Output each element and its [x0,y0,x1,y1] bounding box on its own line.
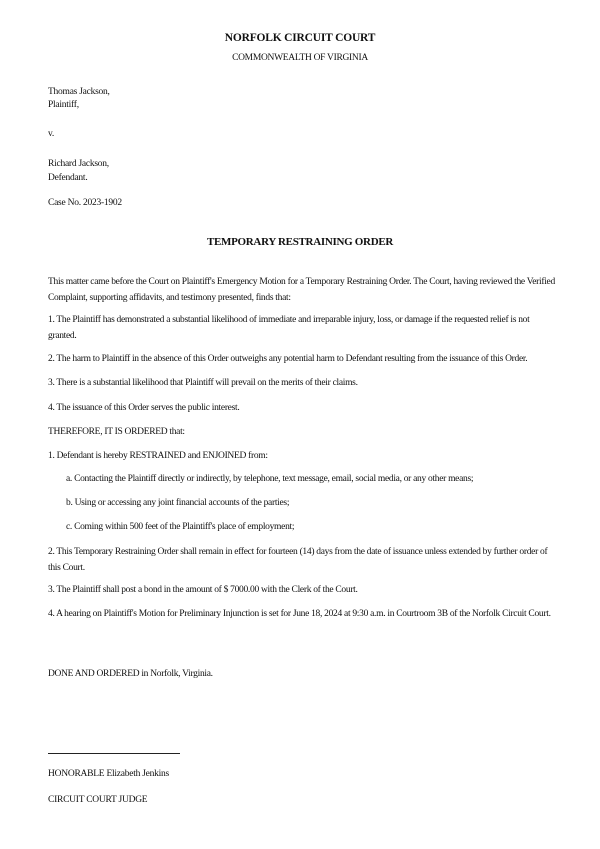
finding-1: 1. The Plaintiff has demonstrated a substantial likelihood of immediate and irreparable injury, loss, or damage if the requested relief is not granted. [48,315,530,341]
ordered-1: 1. Defendant is hereby RESTRAINED and ENJOINED from: [48,451,268,461]
signature-line [48,753,180,754]
defendant-role: Defendant. [48,173,88,183]
judge-title: CIRCUIT COURT JUDGE [48,795,148,805]
ordered-3: 3. The Plaintiff shall post a bond in the amount of $ 7000.00 with the Clerk of the Court. [48,585,358,595]
jurisdiction: COMMONWEALTH OF VIRGINIA [232,53,368,63]
restraint-c: c. Coming within 500 feet of the Plaintiff's place of employment; [66,522,295,532]
ordered-2: 2. This Temporary Restraining Order shall remain in effect for fourteen (14) days from the date of issuance unless extended by further order of this Court. [48,547,548,573]
judge-name: HONORABLE Elizabeth Jenkins [48,769,169,779]
done-and-ordered: DONE AND ORDERED in Norfolk, Virginia. [48,669,213,679]
finding-3: 3. There is a substantial likelihood that Plaintiff will prevail on the merits of their claims. [48,378,358,388]
finding-4: 4. The issuance of this Order serves the public interest. [48,403,240,413]
defendant-name: Richard Jackson, [48,159,109,169]
court-name: NORFOLK CIRCUIT COURT [224,32,376,44]
restraint-b: b. Using or accessing any joint financial accounts of the parties; [66,498,290,508]
plaintiff-name: Thomas Jackson, [48,87,110,97]
therefore-clause: THEREFORE, IT IS ORDERED that: [48,427,185,437]
versus: v. [48,129,55,139]
order-title: TEMPORARY RESTRAINING ORDER [206,236,394,248]
restraint-a: a. Contacting the Plaintiff directly or indirectly, by telephone, text message, email, social media, or any other means; [66,474,474,484]
intro-paragraph: This matter came before the Court on Plaintiff's Emergency Motion for a Temporary Restraining Order. The Court, having reviewed the Verified Complaint, supporting affidavits, and testimony presented, finds that: [48,277,555,303]
finding-2: 2. The harm to Plaintiff in the absence of this Order outweighs any potential harm to Defendant resulting from the issuance of this Order. [48,354,528,364]
ordered-4: 4. A hearing on Plaintiff's Motion for Preliminary Injunction is set for June 18, 2024 at 9:30 a.m. in Courtroom 3B of the Norfolk Circuit Court. [48,609,551,619]
case-number: Case No. 2023-1902 [48,198,122,208]
plaintiff-role: Plaintiff, [48,100,79,110]
